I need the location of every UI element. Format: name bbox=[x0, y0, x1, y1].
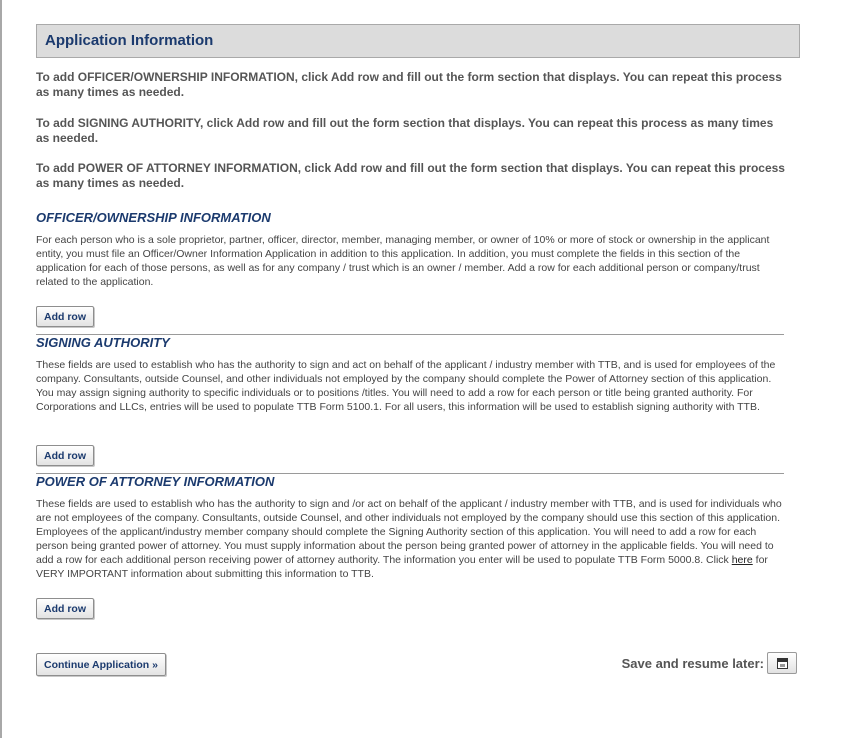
poa-section-description bbox=[36, 497, 788, 581]
left-border bbox=[0, 0, 2, 738]
poa-add-row-button[interactable]: Add row bbox=[36, 598, 94, 619]
signing-section-title: SIGNING AUTHORITY bbox=[36, 335, 170, 350]
officer-section-title: OFFICER/OWNERSHIP INFORMATION bbox=[36, 210, 271, 225]
poa-description-text-end: for VERY IMPORTANT information about submitting this information to TTB. bbox=[36, 554, 768, 580]
signing-section-description: These fields are used to establish who has the authority to sign and act on behalf of the applicant / industry member with TTB, and is used for employees of the company. Consultants, outside Counsel, and other individuals not employed by the company should complete the Power of Attorney section of this application. You may assign signing authority to specific individuals or to positions /titles. You will need to add a row for each person or title being granted authority. For Corporations and LLCs, entries will be used to populate TTB Form 5100.1. For all users, this information will be used to establish signing authority with TTB. bbox=[36, 359, 776, 413]
save-resume-label: Save and resume later: bbox=[621, 656, 764, 671]
instruction-poa: To add POWER OF ATTORNEY INFORMATION, click Add row and fill out the form section that displays. You can repeat this process as many times as needed. bbox=[36, 161, 785, 190]
save-resume-button[interactable] bbox=[767, 652, 797, 674]
continue-application-button[interactable]: Continue Application » bbox=[36, 653, 166, 676]
instruction-officer: To add OFFICER/OWNERSHIP INFORMATION, click Add row and fill out the form section that displays. You can repeat this process as many times as needed. bbox=[36, 70, 782, 99]
floppy-disk-icon bbox=[777, 658, 788, 669]
page-title: Application Information bbox=[45, 32, 214, 49]
instruction-signing: To add SIGNING AUTHORITY, click Add row and fill out the form section that displays. You can repeat this process as many times as needed. bbox=[36, 116, 774, 145]
section-header bbox=[36, 24, 800, 58]
officer-add-row-button[interactable]: Add row bbox=[36, 306, 94, 327]
poa-section-title: POWER OF ATTORNEY INFORMATION bbox=[36, 474, 275, 489]
officer-section-description: For each person who is a sole proprietor, partner, officer, director, member, managing member, or owner of 10% or more of stock or ownership in the applicant entity, you must file an Officer/Owner Information Application in addition to this application. In addition, you must complete the fields in this section of the application for each of those persons, as well as for any company / trust which is an owner / member. Add a row for each additional person or company/trust related to the application. bbox=[36, 234, 770, 288]
poa-description-text: These fields are used to establish who has the authority to sign and /or act on behalf of the applicant / industry member with TTB, and is used for individuals who are not employees of the company. Consultants, outside Counsel, and other individuals not employed by the company should use this section of this application. Employees of the applicant/industry member company should complete the Signing Authority section of this application. You will need to add a row for each person being granted power of attorney. You must supply information about the person being granted power of attorney in the applicable fields. You will need to add a row for each additional person receiving power of attorney authority. The information you enter will be used to populate TTB Form 5000.8. Click bbox=[36, 498, 782, 566]
signing-add-row-button[interactable]: Add row bbox=[36, 445, 94, 466]
poa-info-link[interactable]: here bbox=[731, 554, 753, 566]
